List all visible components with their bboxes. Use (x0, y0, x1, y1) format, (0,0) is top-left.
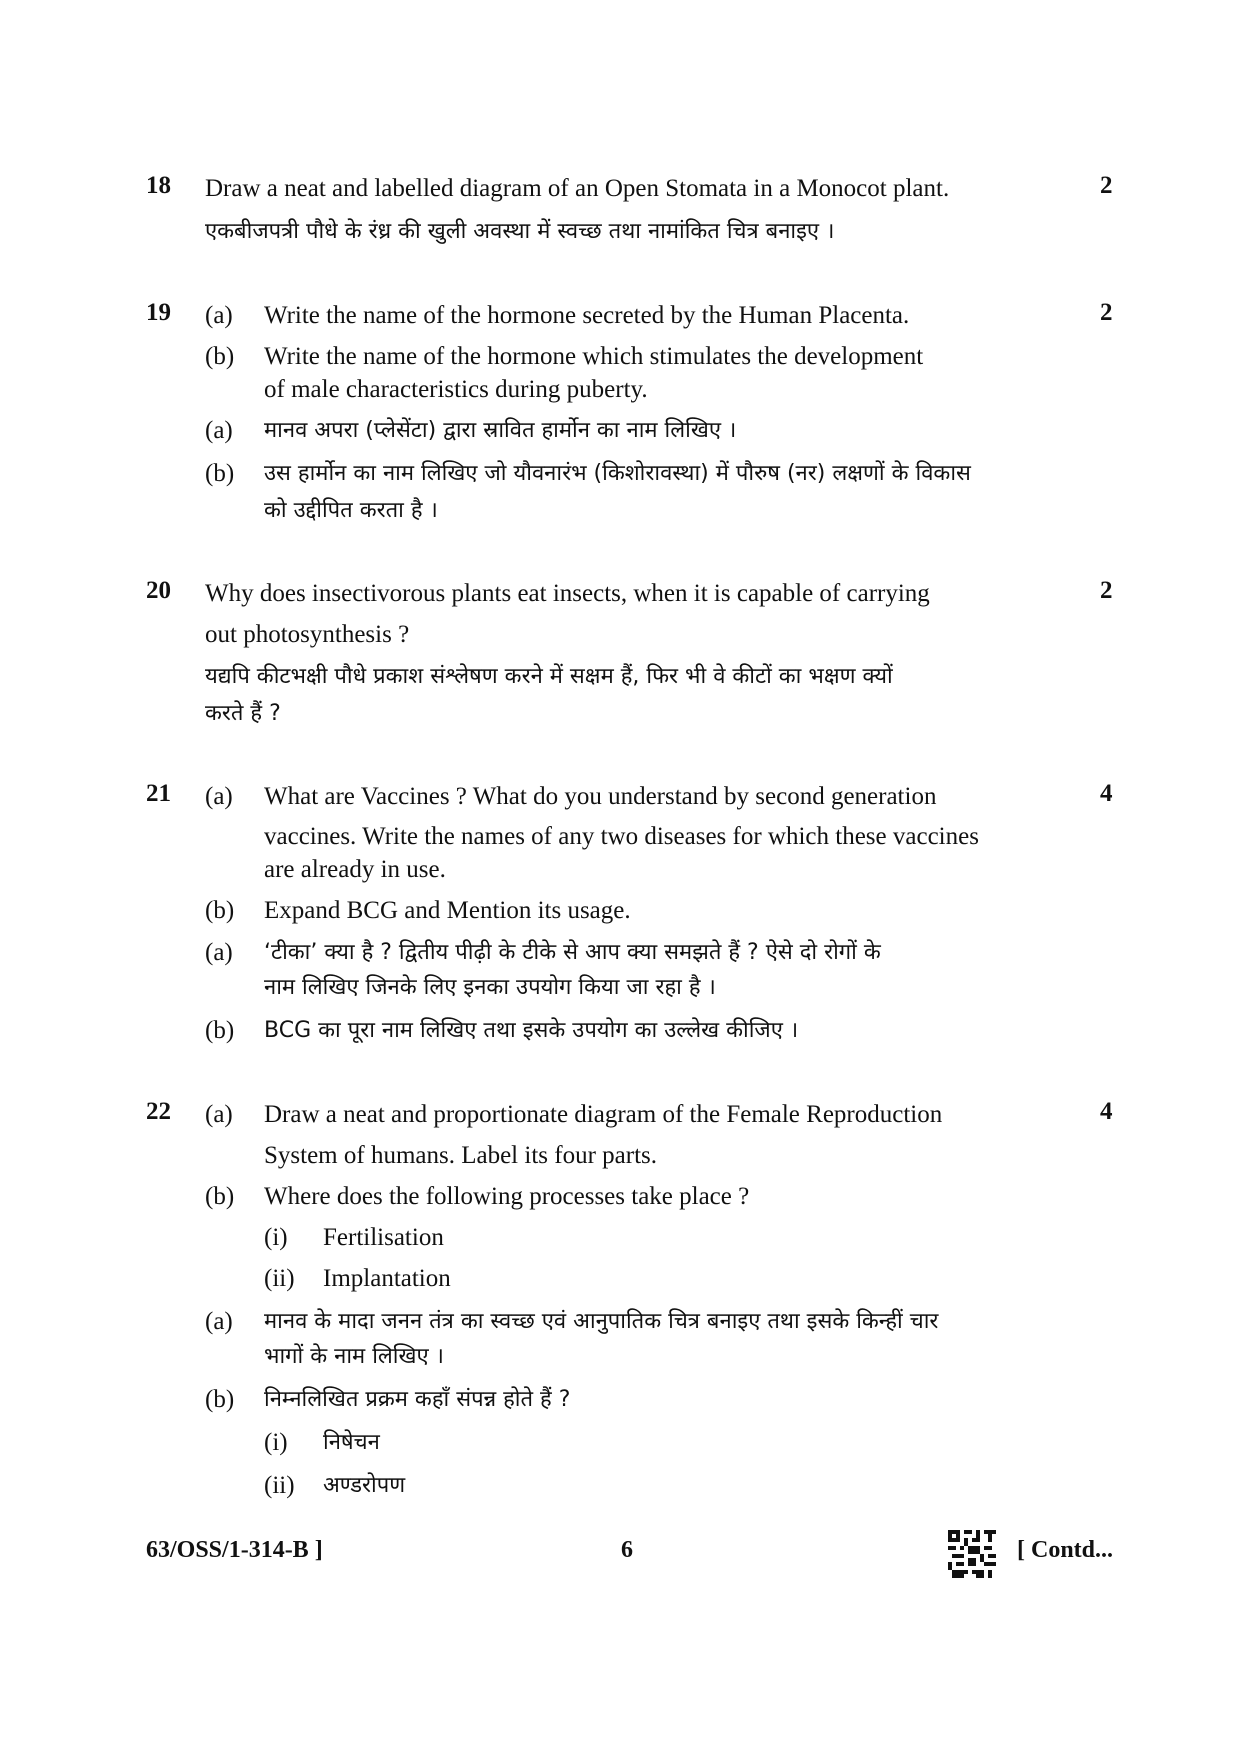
q22-number: 22 (146, 1098, 171, 1125)
q22-i-text-hi: निषेचन (323, 1430, 380, 1455)
q19-b-label: (b) (205, 343, 235, 370)
q22-b-label-hi: (b) (205, 1386, 235, 1413)
footer-page-number: 6 (621, 1537, 633, 1563)
q21-b-text-hi: BCG का पूरा नाम लिखिए तथा इसके उपयोग का उल्लेख कीजिए । (264, 1018, 799, 1043)
q21-a-text-en-3: are already in use. (264, 856, 446, 883)
q22-ii-text-hi: अण्डरोपण (323, 1473, 406, 1498)
q22-marks: 4 (1100, 1098, 1113, 1125)
q21-marks: 4 (1100, 780, 1113, 807)
q21-number: 21 (146, 780, 171, 807)
q19-b-text-en-1: Write the name of the hormone which stimulates the development (264, 343, 924, 370)
q19-b-text-hi-1: उस हार्मोन का नाम लिखिए जो यौवनारंभ (किशोरावस्था) में पौरुष (नर) लक्षणों के विकास (264, 461, 971, 486)
q21-b-label: (b) (205, 897, 235, 924)
q21-a-text-en-1: What are Vaccines ? What do you understand by second generation (264, 783, 937, 810)
q22-a-text-hi-2: भागों के नाम लिखिए । (264, 1344, 444, 1369)
q20-marks: 2 (1100, 577, 1113, 604)
q19-b-text-en-2: of male characteristics during puberty. (264, 376, 648, 403)
q21-a-text-hi-1: ‘टीका’ क्या है ? द्वितीय पीढ़ी के टीके से आप क्या समझते हैं ? ऐसे दो रोगों के (264, 940, 881, 965)
footer-paper-code: 63/OSS/1-314-B ] (146, 1537, 323, 1563)
q22-b-label: (b) (205, 1183, 235, 1210)
q21-a-text-en-2: vaccines. Write the names of any two diseases for which these vaccines (264, 823, 979, 850)
q20-text-en-2: out photosynthesis ? (205, 621, 410, 648)
q19-b-text-hi-2: को उद्दीपित करता है । (264, 498, 438, 523)
q22-i-text-en: Fertilisation (323, 1224, 444, 1251)
footer-contd: [ Contd... (1017, 1537, 1114, 1563)
q19-a-label-hi: (a) (205, 417, 233, 444)
q20-text-hi-1: यद्यपि कीटभक्षी पौधे प्रकाश संश्लेषण करने में सक्षम हैं, फिर भी वे कीटों का भक्षण क्यों (205, 664, 893, 689)
q18-text-hi: एकबीजपत्री पौधे के रंध्र की खुली अवस्था में स्वच्छ तथा नामांकित चित्र बनाइए । (205, 219, 835, 244)
q21-b-text-en: Expand BCG and Mention its usage. (264, 897, 631, 924)
q22-ii-label: (ii) (264, 1265, 295, 1292)
q19-b-label-hi: (b) (205, 460, 235, 487)
q20-text-en-1: Why does insectivorous plants eat insects, when it is capable of carrying (205, 580, 930, 607)
q20-text-hi-2: करते हैं ? (205, 701, 281, 726)
q22-a-label: (a) (205, 1101, 233, 1128)
q18-number: 18 (146, 172, 171, 199)
q22-b-text-hi: निम्नलिखित प्रक्रम कहाँ संपन्न होते हैं ? (264, 1387, 571, 1412)
q19-number: 19 (146, 299, 171, 326)
q22-a-text-hi-1: मानव के मादा जनन तंत्र का स्वच्छ एवं आनुपातिक चित्र बनाइए तथा इसके किन्हीं चार (264, 1309, 939, 1334)
q19-a-text-en: Write the name of the hormone secreted by the Human Placenta. (264, 302, 910, 329)
q22-ii-label-hi: (ii) (264, 1472, 295, 1499)
q19-marks: 2 (1100, 299, 1113, 326)
q21-a-label-hi: (a) (205, 939, 233, 966)
qr-code-icon (948, 1530, 996, 1578)
q20-number: 20 (146, 577, 171, 604)
q18-text-en: Draw a neat and labelled diagram of an Open Stomata in a Monocot plant. (205, 175, 950, 202)
q21-b-label-hi: (b) (205, 1017, 235, 1044)
q22-ii-text-en: Implantation (323, 1265, 451, 1292)
q22-a-text-en-1: Draw a neat and proportionate diagram of the Female Reproduction (264, 1101, 943, 1128)
q22-b-text-en: Where does the following processes take place ? (264, 1183, 750, 1210)
q19-a-label: (a) (205, 302, 233, 329)
q22-i-label-hi: (i) (264, 1429, 288, 1456)
q18-marks: 2 (1100, 172, 1113, 199)
q19-a-text-hi: मानव अपरा (प्लेसेंटा) द्वारा स्रावित हार्मोन का नाम लिखिए । (264, 418, 737, 443)
q22-a-text-en-2: System of humans. Label its four parts. (264, 1142, 657, 1169)
q21-a-label: (a) (205, 783, 233, 810)
q21-a-text-hi-2: नाम लिखिए जिनके लिए इनका उपयोग किया जा रहा है । (264, 975, 716, 1000)
q22-i-label: (i) (264, 1224, 288, 1251)
q22-a-label-hi: (a) (205, 1308, 233, 1335)
